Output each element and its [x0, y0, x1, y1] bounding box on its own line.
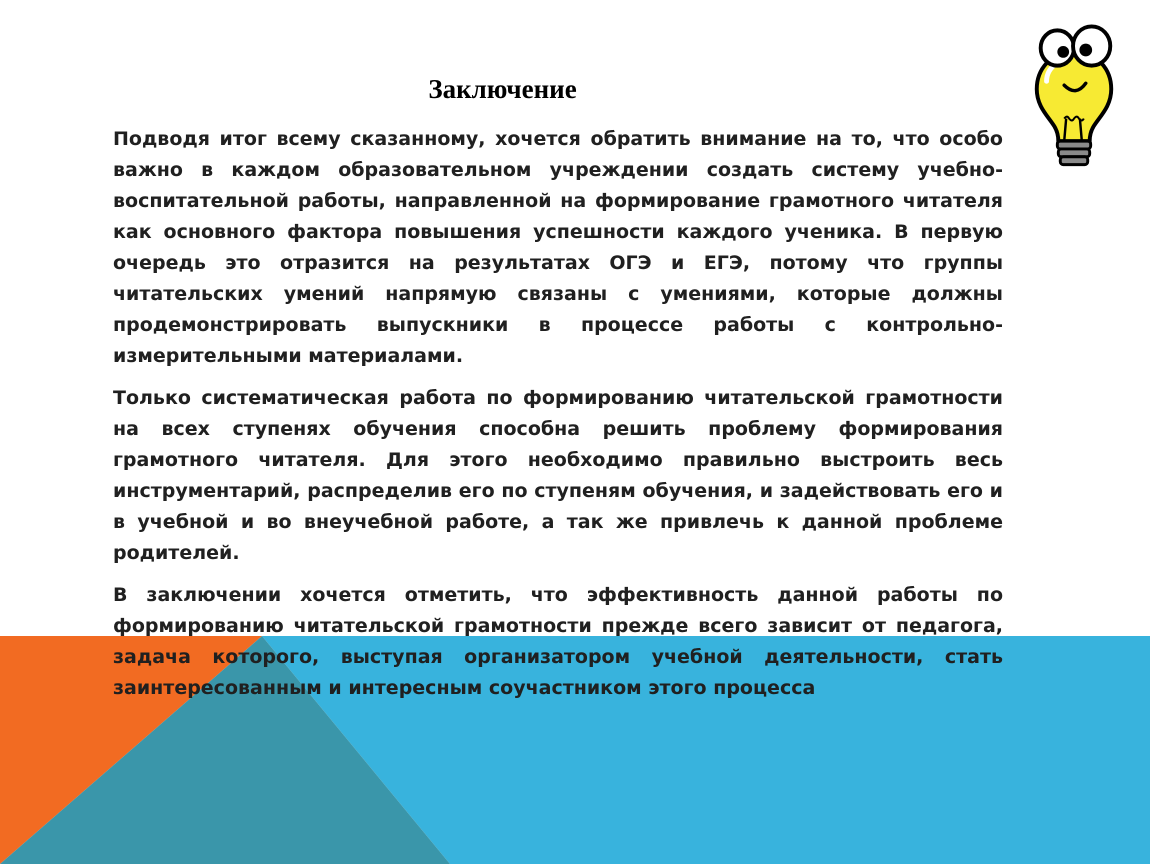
body-text [113, 124, 1003, 715]
slide-title: Заключение [428, 74, 577, 104]
lightbulb-icon [1025, 22, 1123, 172]
paragraph-1: Подводя итог всему сказанному, хочется обратить внимание на то, что особо важно в каждом образовательном учреждении создать систему учебно-воспитательной работы, направленной на формирование грамотного читателя как основного фактора повышения успешности каждого ученика. В первую очередь это отразится на результатах ОГЭ и ЕГЭ, потому что группы читательских умений напрямую связаны с умениями, которые должны продемонстрировать выпускники в процессе работы с контрольно-измерительными материалами. [113, 128, 1003, 367]
paragraph-3: В заключении хочется отметить, что эффективность данной работы по формированию читательской грамотности прежде всего зависит от педагога, задача которого, выступая организатором учебной деятельности, стать заинтересованным и интересным соучастником этого процесса [113, 584, 1003, 699]
paragraph-2: Только систематическая работа по формированию читательской грамотности на всех ступенях обучения способна решить проблему формирования грамотного читателя. Для этого необходимо правильно выстроить весь инструментарий, распределив его по ступеням обучения, и задействовать его и в учебной и во внеучебной работе, а так же привлечь к данной проблеме родителей. [113, 387, 1003, 564]
